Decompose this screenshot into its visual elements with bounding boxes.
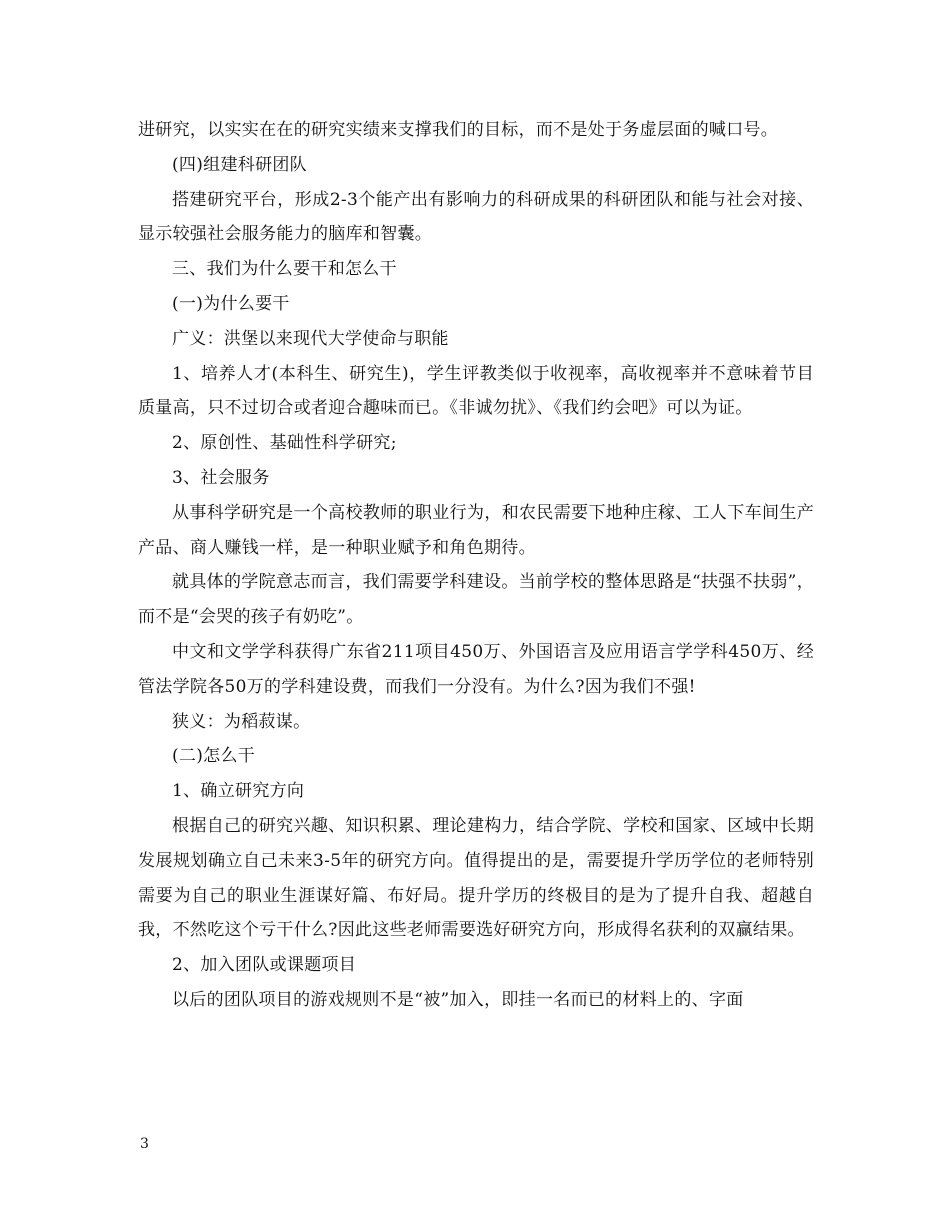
paragraph-funding: 中文和文学学科获得广东省211项目450万、外国语言及应用语言学学科450万、经管法学院各50万的学科建设费，而我们一分没有。为什么?因为我们不强! <box>138 641 814 697</box>
paragraph-narrow-meaning: 狭义：为稻菽谋。 <box>172 711 311 732</box>
list-item-social-service: 3、社会服务 <box>172 467 270 488</box>
paragraph-discipline-building: 就具体的学院意志而言，我们需要学科建设。当前学校的整体思路是“扶强不扶弱”，而不是“会哭的孩子有奶吃”。 <box>138 572 814 628</box>
section-heading-why-and-how: 三、我们为什么要干和怎么干 <box>172 259 397 280</box>
paragraph-professional-behavior: 从事科学研究是一个高校教师的职业行为，和农民需要下地种庄稼、工人下车间生产产品、商人赚钱一样，是一种职业赋予和角色期待。 <box>138 502 814 558</box>
list-item-talent-cultivation: 1、培养人才(本科生、研究生)，学生评教类似于收视率，高收视率并不意味着节目质量高，只不过切合或者迎合趣味而已。《非诚勿扰》、《我们约会吧》可以为证。 <box>138 363 814 419</box>
section-heading-research-team: (四)组建科研团队 <box>172 154 307 175</box>
subsection-heading-why: (一)为什么要干 <box>172 293 290 314</box>
paragraph-research-platform: 搭建研究平台，形成2-3个能产出有影响力的科研成果的科研团队和能与社会对接、显示较强社会服务能力的脑库和智囊。 <box>138 189 814 245</box>
paragraph-team-rules: 以后的团队项目的游戏规则不是“被”加入，即挂一名而已的材料上的、字面 <box>172 989 744 1010</box>
paragraph-broad-meaning: 广义：洪堡以来现代大学使命与职能 <box>172 328 449 349</box>
list-item-research-direction: 1、确立研究方向 <box>172 781 305 802</box>
subsection-heading-how: (二)怎么干 <box>172 746 256 767</box>
list-item-join-team: 2、加入团队或课题项目 <box>172 955 357 976</box>
paragraph-research-direction-detail: 根据自己的研究兴趣、知识积累、理论建构力，结合学院、学校和国家、区域中长期发展规划确立自己未来3-5年的研究方向。值得提出的是，需要提升学历学位的老师特别需要为自己的职业生涯谋好篇、布好局。提升学历的终极目的是为了提升自我、超越自我，不然吃这个亏干什么?因此这些老师需要选好研究方向，形成得名获利的双赢结果。 <box>138 815 814 941</box>
document-body <box>138 113 814 1018</box>
paragraph-continuation: 进研究，以实实在在的研究实绩来支撑我们的目标，而不是处于务虚层面的喊口号。 <box>138 120 779 140</box>
page-number: 3 <box>140 1136 149 1152</box>
list-item-scientific-research: 2、原创性、基础性科学研究; <box>172 433 397 454</box>
